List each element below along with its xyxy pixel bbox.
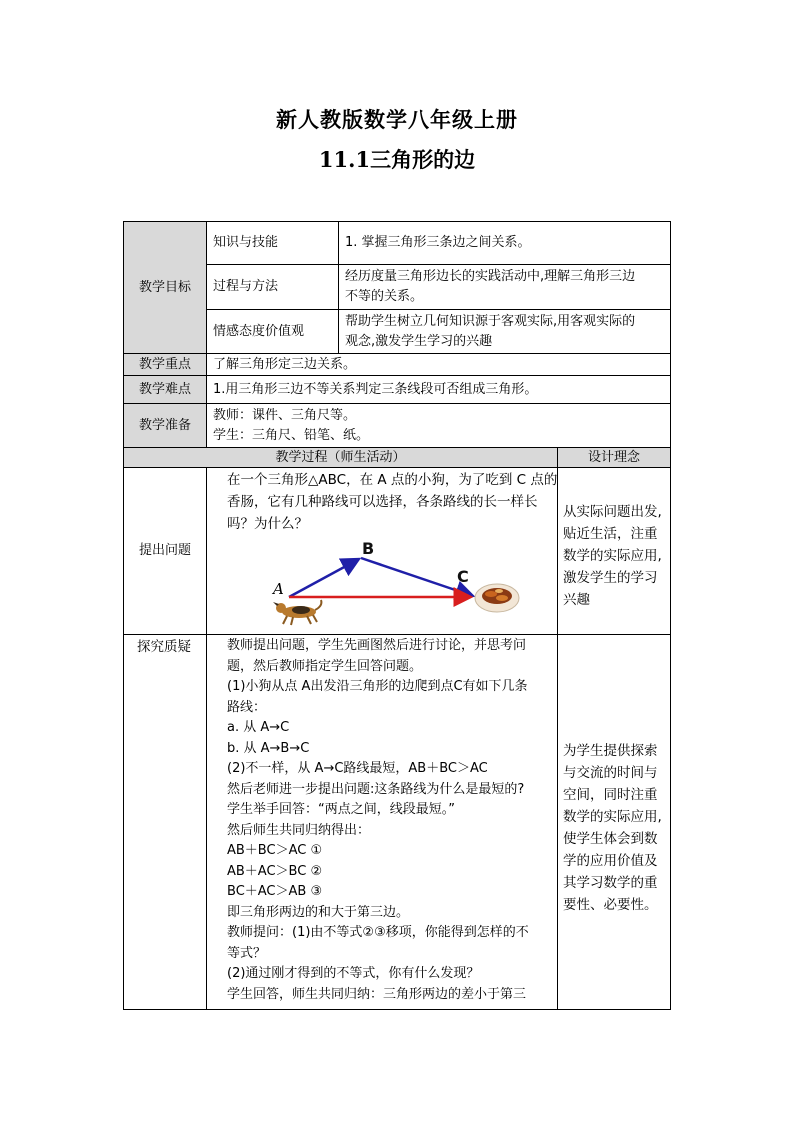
stage2-line: (2)不一样，从 A→C路线最短，AB＋BC＞AC bbox=[227, 761, 488, 776]
stage2-line: b. 从 A→B→C bbox=[227, 740, 310, 756]
stage1-line: 在一个三角形△ABC，在 A 点的小狗，为了吃到 C 点的 bbox=[227, 472, 558, 488]
stage2-design-line: 学的应用价值及 bbox=[563, 853, 658, 869]
goals-label-cell bbox=[123, 221, 207, 354]
stage2-design-line: 使学生体会到数 bbox=[563, 831, 658, 847]
goal-content-line: 经历度量三角形边长的实践活动中,理解三角形三边 bbox=[345, 269, 636, 284]
stage2-design-line: 数学的实际应用, bbox=[563, 809, 662, 825]
point-b-label: B bbox=[362, 539, 375, 558]
stage2-line: 教师提出问题，学生先画图然后进行讨论，并思考问 bbox=[227, 638, 527, 653]
stage2-line: AB＋BC＞AC ① bbox=[227, 843, 323, 858]
stage2-line: AB＋AC＞BC ② bbox=[227, 863, 323, 879]
stage2-design-line: 与交流的时间与 bbox=[563, 765, 658, 781]
stage2-label-cell bbox=[123, 634, 207, 1010]
stage2-line: 然后老师进一步提出问题:这条路线为什么是最短的? bbox=[227, 781, 525, 797]
stage1-design-line: 数学的实际应用, bbox=[563, 548, 662, 564]
doc-title: 新人教版数学八年级上册 bbox=[276, 107, 518, 132]
prep-line: 学生：三角尺、铅笔、纸。 bbox=[213, 427, 370, 443]
stage2-line: 教师提问：(1)由不等式②③移项，你能得到怎样的不 bbox=[227, 925, 529, 940]
stage1-line: 香肠，它有几种路线可以选择，各条路线的长一样长 bbox=[227, 494, 538, 510]
stage2-design-cell bbox=[557, 634, 671, 1010]
prep-line: 教师：课件、三角尺等。 bbox=[213, 407, 357, 423]
process-header: 教学过程（师生活动） bbox=[275, 449, 406, 465]
process-header-cell bbox=[123, 447, 558, 468]
sausage-plate-icon bbox=[475, 584, 519, 612]
stage2-line: a. 从 A→C bbox=[227, 720, 290, 735]
goal-content: 1. 掌握三角形三条边之间关系。 bbox=[345, 235, 531, 250]
stage2-line: (2)通过刚才得到的不等式，你有什么发现？ bbox=[227, 966, 480, 981]
goals-label: 教学目标 bbox=[138, 279, 191, 295]
stage1-line: 吗？为什么？ bbox=[227, 516, 308, 532]
stage2-line: 等式？ bbox=[227, 945, 267, 961]
key-label-cell bbox=[123, 353, 207, 376]
doc-subtitle: 11.1三角形的边 bbox=[318, 147, 476, 172]
stage2-design-line: 空间，同时注重 bbox=[563, 787, 658, 803]
design-header: 设计理念 bbox=[587, 449, 640, 465]
goal-content-cell-1 bbox=[338, 221, 671, 265]
stage2-line: 即三角形两边的和大于第三边。 bbox=[227, 904, 410, 920]
prep-label-cell bbox=[123, 403, 207, 448]
stage1-design-line: 兴趣 bbox=[563, 592, 590, 608]
route-ab-arrow bbox=[289, 559, 359, 597]
goal-label-cell-1 bbox=[206, 221, 339, 265]
dog-icon bbox=[273, 600, 321, 625]
goal-content-line: 观念,激发学生学习的兴趣 bbox=[345, 333, 493, 349]
prep-label: 教学准备 bbox=[138, 417, 191, 433]
point-a-label: A bbox=[273, 580, 284, 598]
stage1-design-line: 激发学生的学习 bbox=[563, 570, 658, 586]
stage1-content-cell bbox=[206, 467, 558, 635]
stage1-label-cell bbox=[123, 467, 207, 635]
goal-content-line: 帮助学生树立几何知识源于客观实际,用客观实际的 bbox=[345, 313, 636, 329]
difficulty-content-cell bbox=[206, 375, 671, 404]
stage2-line: 学生回答，师生共同归纳：三角形两边的差小于第三 bbox=[227, 986, 527, 1002]
design-header-cell bbox=[557, 447, 671, 468]
difficulty-label: 教学难点 bbox=[138, 381, 191, 397]
stage1-design-line: 从实际问题出发, bbox=[563, 504, 662, 520]
stage1-label: 提出问题 bbox=[138, 543, 191, 558]
difficulty-label-cell bbox=[123, 375, 207, 404]
key-content-cell bbox=[206, 353, 671, 376]
goal-content-cell-3 bbox=[338, 309, 671, 354]
stage2-design-line: 为学生提供探索 bbox=[563, 743, 658, 759]
stage2-line: 学生举手回答：“两点之间，线段最短。” bbox=[227, 802, 455, 817]
key-label: 教学重点 bbox=[138, 356, 191, 372]
stage2-label: 探究质疑 bbox=[137, 639, 191, 655]
goal-label: 情感态度价值观 bbox=[213, 323, 305, 339]
triangle-route-figure bbox=[207, 536, 557, 635]
stage2-content-cell bbox=[206, 634, 558, 1010]
stage2-design-line: 其学习数学的重 bbox=[563, 875, 658, 891]
stage2-design-line: 要性、必要性。 bbox=[563, 897, 658, 913]
goal-label-cell-2 bbox=[206, 264, 339, 310]
goal-label-cell-3 bbox=[206, 309, 339, 354]
stage2-line: BC＋AC＞AB ③ bbox=[227, 884, 323, 899]
difficulty-content: 1.用三角形三边不等关系判定三条线段可否组成三角形。 bbox=[213, 381, 538, 397]
goal-content-cell-2 bbox=[338, 264, 671, 310]
key-content: 了解三角形定三边关系。 bbox=[213, 356, 357, 372]
stage2-line: 题，然后教师指定学生回答问题。 bbox=[227, 658, 423, 674]
stage2-line: 然后师生共同归纳得出： bbox=[227, 822, 371, 838]
prep-content-cell bbox=[206, 403, 671, 448]
stage1-design-line: 贴近生活，注重 bbox=[563, 526, 658, 542]
goal-label: 过程与方法 bbox=[213, 279, 279, 294]
stage2-line: (1)小狗从点 A出发沿三角形的边爬到点C有如下几条 bbox=[227, 679, 528, 694]
point-c-label: C bbox=[457, 567, 469, 586]
stage1-design-cell bbox=[557, 467, 671, 635]
goal-content-line: 不等的关系。 bbox=[345, 289, 424, 304]
goal-label: 知识与技能 bbox=[213, 235, 279, 250]
stage2-line: 路线： bbox=[227, 699, 267, 715]
